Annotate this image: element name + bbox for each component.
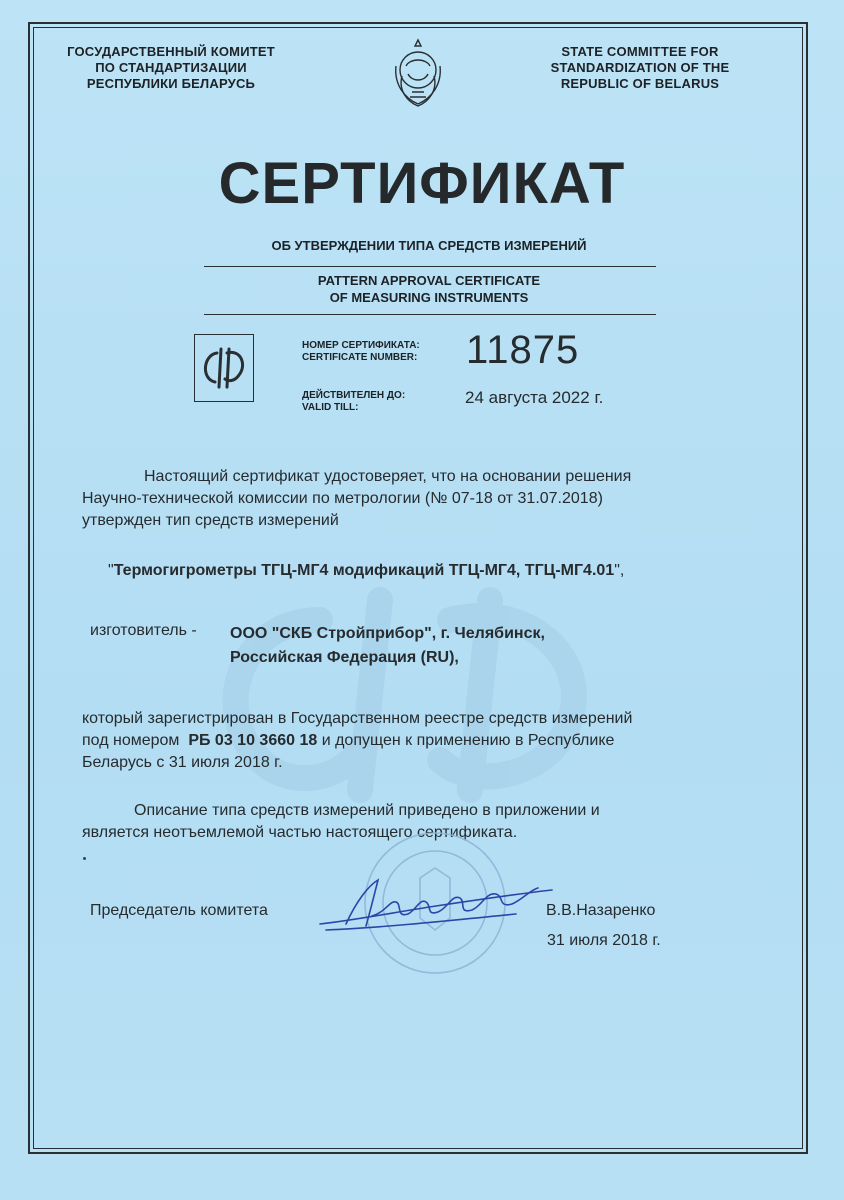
chairman-label: Председатель комитета xyxy=(90,902,268,919)
header-left-line: РЕСПУБЛИКИ БЕЛАРУСЬ xyxy=(86,76,256,91)
label-ru: ДЕЙСТВИТЕЛЕН ДО: xyxy=(302,390,406,401)
label-ru: НОМЕР СЕРТИФИКАТА: xyxy=(302,340,420,351)
header-left-line: ПО СТАНДАРТИЗАЦИИ xyxy=(95,60,247,75)
handwritten-signature xyxy=(316,872,556,942)
label-en: CERTIFICATE NUMBER: xyxy=(302,352,418,363)
paragraph-line: утвержден тип средств измерений xyxy=(82,512,339,529)
subtitle-english-line: OF MEASURING INSTRUMENTS xyxy=(329,290,529,305)
header-right-line: STANDARDIZATION OF THE xyxy=(550,60,730,75)
mark-dot xyxy=(83,857,86,860)
product-text: Термогигрометры ТГЦ-МГ4 модификаций ТГЦ-МГ4, ТГЦ-МГ4.01 xyxy=(113,562,615,579)
register-number: РБ 03 10 3660 18 xyxy=(188,732,318,749)
header-right-line: STATE COMMITTEE FOR xyxy=(561,44,719,59)
product-name: "Термогигрометры ТГЦ-МГ4 модификаций ТГЦ-МГ4, ТГЦ-МГ4.01", xyxy=(108,562,625,579)
header-right xyxy=(520,44,760,92)
header-right-line: REPUBLIC OF BELARUS xyxy=(560,76,720,91)
text: под номером xyxy=(82,732,180,749)
certificate-title: СЕРТИФИКАТ xyxy=(218,151,626,216)
paragraph-line: который зарегистрирован в Государственном реестре средств измерений xyxy=(82,710,633,727)
paragraph-line: Научно-технической комиссии по метрологии (№ 07-18 от 31.07.2018) xyxy=(82,490,603,507)
certificate-number-label xyxy=(302,340,420,364)
paragraph-line: является неотъемлемой частью настоящего сертификата. xyxy=(82,824,518,841)
paragraph-line: Настоящий сертификат удостоверяет, что на основании решения xyxy=(144,468,632,485)
divider xyxy=(204,266,656,267)
paragraph-line xyxy=(82,730,632,752)
text: и допущен к применению в Республике xyxy=(321,732,615,749)
signature-date: 31 июля 2018 г. xyxy=(547,932,661,949)
paragraph-registration xyxy=(82,708,632,774)
standardization-logo xyxy=(194,334,254,402)
manufacturer-line: Российская Федерация (RU), xyxy=(230,649,459,666)
paragraph-line: Описание типа средств измерений приведено в приложении и xyxy=(134,802,600,819)
certificate-number: 11875 xyxy=(466,328,580,372)
manufacturer-label: изготовитель - xyxy=(90,622,197,639)
label-en: VALID TILL: xyxy=(302,402,359,413)
belarus-emblem-icon xyxy=(388,36,448,110)
subtitle-russian: ОБ УТВЕРЖДЕНИИ ТИПА СРЕДСТВ ИЗМЕРЕНИЙ xyxy=(271,238,587,253)
divider xyxy=(204,314,656,315)
header-left xyxy=(46,44,296,92)
signer-name: В.В.Назаренко xyxy=(546,902,656,919)
valid-till-date: 24 августа 2022 г. xyxy=(465,388,604,407)
manufacturer-name xyxy=(230,622,545,670)
manufacturer-line: ООО "СКБ Стройприбор", г. Челябинск, xyxy=(230,625,545,642)
paragraph-intro xyxy=(82,466,762,532)
paragraph-description xyxy=(82,800,600,844)
header-left-line: ГОСУДАРСТВЕННЫЙ КОМИТЕТ xyxy=(67,44,275,59)
stb-logo-icon xyxy=(195,335,252,400)
subtitle-english xyxy=(204,272,654,306)
subtitle-english-line: PATTERN APPROVAL CERTIFICATE xyxy=(317,273,541,288)
valid-till-label xyxy=(302,390,405,414)
paragraph-line: Беларусь с 31 июля 2018 г. xyxy=(82,754,283,771)
